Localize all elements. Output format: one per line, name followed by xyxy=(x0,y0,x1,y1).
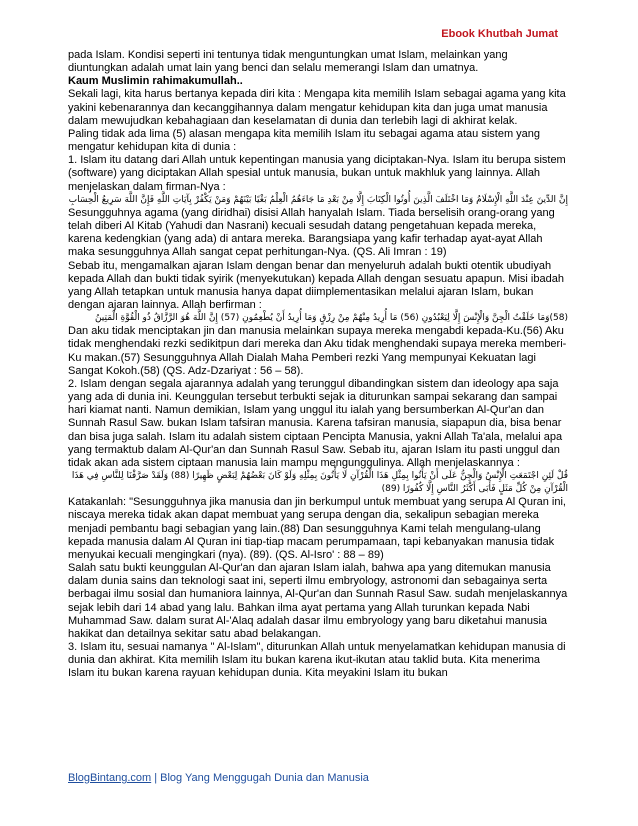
verse-translation: Katakanlah: "Sesungguhnya jika manusia dan jin berkumpul untuk membuat yang serupa Al Quran ini, niscaya mereka tidak akan dapat membuat yang serupa dengan dia, sekalipun sebagian mereka menjadi pembantu bagi sebagian yang lain.(88) Dan sesungguhnya Kami telah mengulang-ulang kepada manusia dalam Al Quran ini tiap-tiap macam perumpamaan, tapi kebanyakan manusia tidak menyukai kecuali mengingkari (nya). (89). (QS. Al-Isro' : 88 – 89) xyxy=(68,496,566,561)
arabic-verse: (58)وَمَا خَلَقْتُ الْجِنَّ وَالْإِنْسَ إِلَّا لِيَعْبُدُونِ (56) مَا أُرِيدُ مِنْهُمْ مِنْ رِزْقٍ وَمَا أُرِيدُ أَنْ يُطْعِمُونِ (57) إِنَّ اللَّهَ هُوَ الرَّزَّاقُ ذُو الْقُوَّةِ الْمَتِينُ xyxy=(94,313,568,324)
ebook-header-title: Ebook Khutbah Jumat xyxy=(441,28,558,40)
numbered-point-3: 3. Islam itu, sesuai namanya " Al-Islam", diturunkan Allah untuk menyelamatkan kehidupan manusia di dunia dan akhirat. Kita memilih Islam itu bukan karena ikut-ikutan atau taklid buta. Kita menerima Islam itu bukan karena rayuan kehidupan dunia. Kita meyakini Islam itu bukan xyxy=(68,641,566,680)
paragraph: Sebab itu, mengamalkan ajaran Islam dengan benar dan menyeluruh adalah bukti otentik ubudiyah kepada Allah dan bukti tidak syirik (menyekutukan) kepada Allah dengan sesuatu apapun. Misi ibadah yang Allah tetapkan untuk manusia hanya dapat diimplementasikan melalui ajaran Islam, bukan dengan ajaran lainnya. Allah berfirman : xyxy=(68,259,564,311)
verse-translation: Sesungguhnya agama (yang diridhai) disisi Allah hanyalah Islam. Tiada berselisih orang-orang yang telah diberi Al Kitab (Yahudi dan Nasrani) kecuali sesudah datang pengetahuan kepada mereka, karena kedengkian (yang ada) di antara mereka. Barangsiapa yang kafir terhadap ayat-ayat Allah maka sesungguhnya Allah sangat cepat perhitungan-Nya. (QS. Ali Imran : 19) xyxy=(68,206,555,259)
paragraph: Paling tidak ada lima (5) alasan mengapa kita memilih Islam itu sebagai agama atau sistem yang mengatur kehidupan kita di dunia : xyxy=(68,127,541,154)
numbered-point-1: 1. Islam itu datang dari Allah untuk kepentingan manusia yang diciptakan-Nya. Islam itu berupa sistem (software) yang diciptakan Allah spesial untuk manusia, bukan untuk makhluk yang lainnya. Allah menjelaskan dalam firman-Nya : xyxy=(68,154,566,193)
footer-separator: | xyxy=(154,772,158,784)
page-footer xyxy=(68,772,369,784)
paragraph: Sekali lagi, kita harus bertanya kepada diri kita : Mengapa kita memilih Islam sebagai agama yang kita yakini kebenarannya dan kecanggihannya dalam mengatur kehidupan kita dan juga umat manusia dalam mewujudkan kebahagiaan dan keselamatan di dunia dan terlebih lagi di akhirat kelak. xyxy=(68,88,566,127)
footer-tagline: Blog Yang Menggugah Dunia dan Manusia xyxy=(160,772,369,784)
document-body xyxy=(68,49,568,681)
arabic-verse: إِنَّ الدِّينَ عِنْدَ اللَّهِ الْإِسْلَامُ وَمَا اخْتَلَفَ الَّذِينَ أُوتُوا الْكِتَابَ إِلَّا مِنْ بَعْدِ مَا جَاءَهُمُ الْعِلْمُ بَغْيًا بَيْنَهُمْ وَمَنْ يَكْفُرْ بِآيَاتِ اللَّهِ فَإِنَّ اللَّهَ سَرِيعُ الْحِسَابِ xyxy=(68,194,568,205)
greeting-heading: Kaum Muslimin rahimakumullah.. xyxy=(68,75,243,88)
arabic-verse: قُلْ لَئِنِ اجْتَمَعَتِ الْإِنْسُ وَالْجِنُّ عَلَى أَنْ يَأْتُوا بِمِثْلِ هَذَا الْقُرْآنِ لَا يَأْتُونَ بِمِثْلِهِ وَلَوْ كَانَ بَعْضُهُمْ لِبَعْضٍ ظَهِيرًا (88) وَلَقَدْ صَرَّفْنَا لِلنَّاسِ فِي هَذَا الْقُرْآنِ مِنْ كُلِّ مَثَلٍ فَأَبَى أَكْثَرُ النَّاسِ إِلَّا كُفُورًا (89) xyxy=(71,471,568,495)
numbered-point-2: 2. Islam dengan segala ajarannya adalah yang terunggul dibandingkan sistem dan ideology apa saja yang ada di dunia ini. Keunggulan tersebut terbukti sejak ia diturunkan sampai sekarang dan sampai hari kiamat nanti. Namun demikian, Islam yang unggul itu ialah yang bersumberkan Al-Qur'an dan Sunnah Rasul Saw. bukan Islam tafsiran manusia. Karena tafsiran manusia, siapapun dia, bisa benar dan bisa juga salah. Islam itu adalah sistem ciptaan Pencipta Manusia, yakni Allah Ta'ala, melalui apa yang termaktub dalam Al-Qur'an dan Sunnah Rasul Saw. Sebab itu, ajaran Islam itu pasti unggul dan tidak akan ada sistem ciptaan manusia lain mampu mengunggulinya. Allah menjelaskannya : xyxy=(68,377,563,469)
blog-link[interactable]: BlogBintang.com xyxy=(68,772,152,784)
paragraph: Salah satu bukti keunggulan Al-Qur'an dan ajaran Islam ialah, bahwa apa yang ditemukan manusia dalam dunia sains dan teknologi saat ini, seperti ilmu embryology, astronomi dan sebagainya serta berbagai ilmu sosial dan humaniora lainnya, Al-Qur'an dan Sunnah Rasul Saw. sudah menjelaskannya sejak lebih dari 14 abad yang lalu. Bahkan ilma ayat pertama yang Allah turunkan kepada Nabi Muhammad Saw. dalam surat Al-'Alaq adalah dasar ilmu embryology yang baru diketahui manusia hakikat dan detailnya sekitar satu abad belakangan. xyxy=(68,562,568,640)
verse-translation: Dan aku tidak menciptakan jin dan manusia melainkan supaya mereka mengabdi kepada-Ku.(56) Aku tidak menghendaki rezki sedikitpun dari mereka dan Aku tidak menghendaki supaya mereka memberi-Ku makan.(57) Sesungguhnya Allah Dialah Maha Pemberi rezki Yang mempunyai Kekuatan lagi Sangat Kokoh.(58) (QS. Adz-Dzariyat : 56 – 58). xyxy=(68,325,567,377)
paragraph: pada Islam. Kondisi seperti ini tentunya tidak menguntungkan umat Islam, melainkan yang diuntungkan adalah umat lain yang benci dan selalu memerangi Islam dan umatnya. xyxy=(68,49,508,75)
